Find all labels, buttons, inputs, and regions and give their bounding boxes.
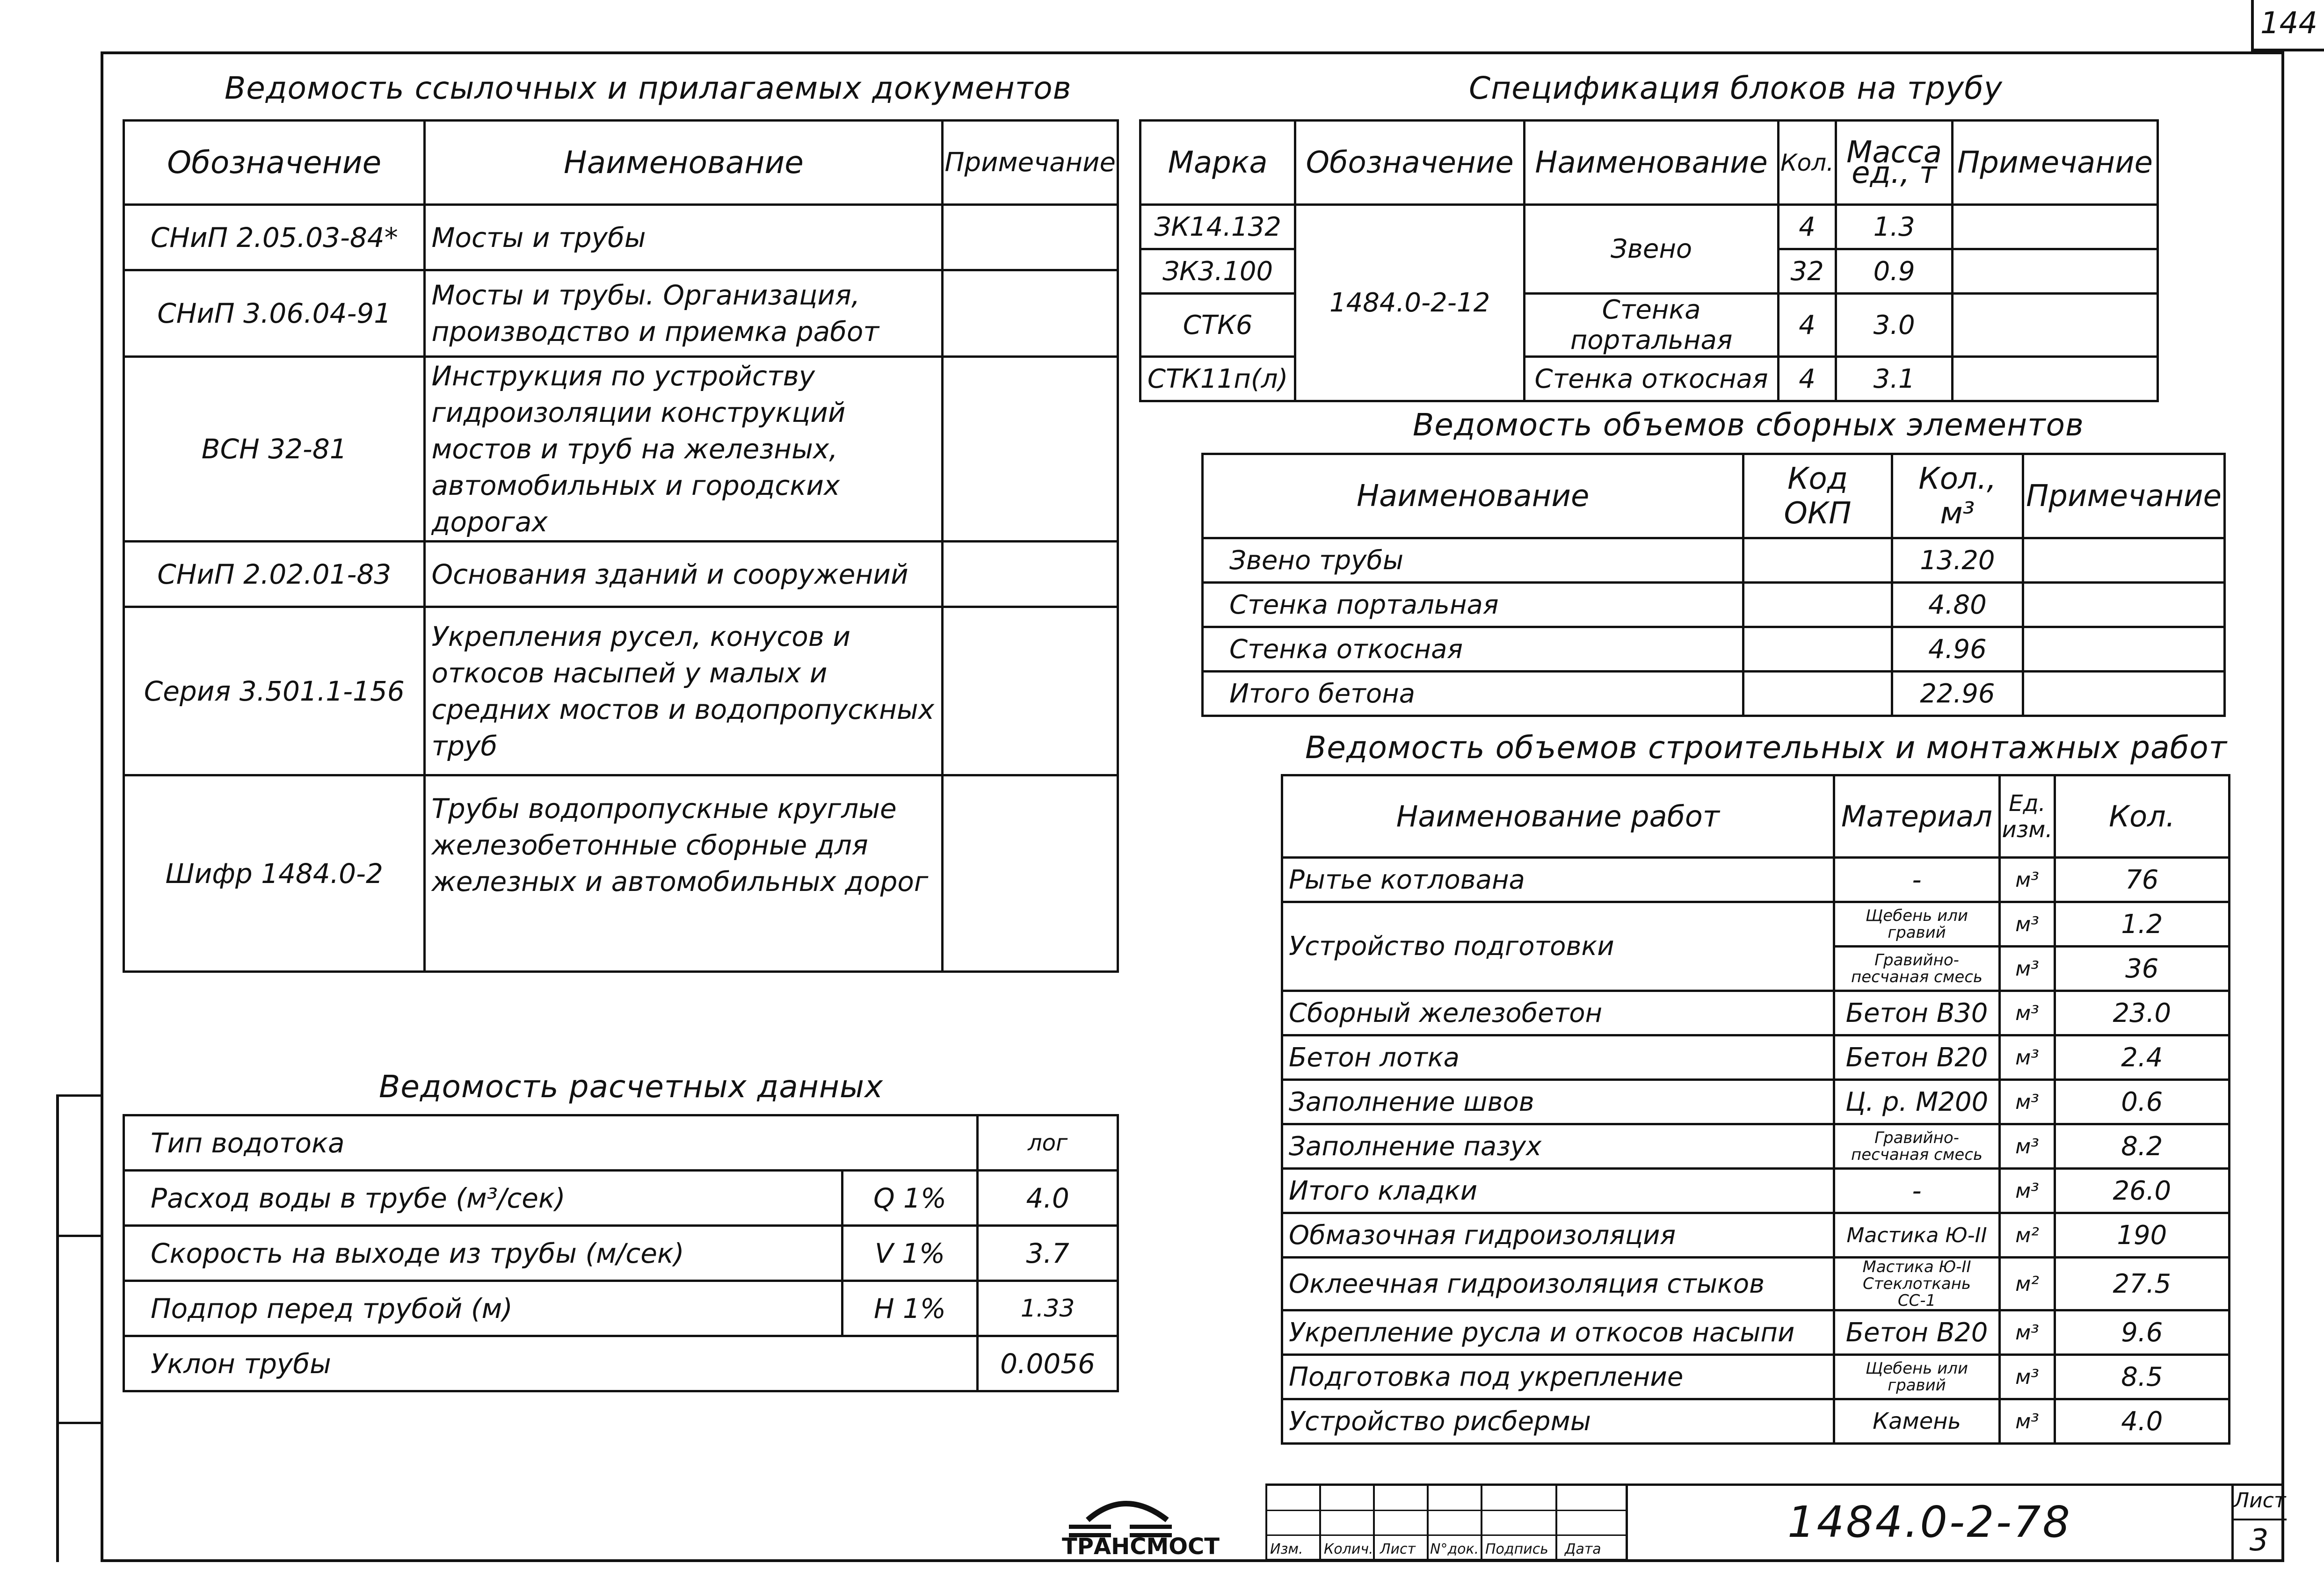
param-symbol: H 1% — [842, 1281, 977, 1336]
block-name: Стенка откосная — [1525, 357, 1779, 401]
element-name: Звено трубы — [1203, 538, 1743, 583]
doc-name: Мосты и трубы — [425, 205, 943, 270]
works-title: Ведомость объемов строительных и монтажных работ — [1305, 730, 2228, 766]
sheet-box — [2231, 1485, 2284, 1560]
header-cell: Кол. — [2055, 775, 2229, 858]
element-note — [2023, 627, 2225, 672]
param-label: Уклон трубы — [124, 1336, 978, 1391]
work-qty: 8.5 — [2055, 1355, 2229, 1399]
table-row — [1282, 1399, 2230, 1444]
revision-grid-line — [1265, 1485, 1267, 1560]
doc-note — [943, 607, 1118, 775]
revision-col — [1373, 1485, 1375, 1560]
table-row — [124, 1336, 1118, 1391]
work-material: Щебень или гравий — [1834, 1355, 2000, 1399]
element-qty: 4.96 — [1892, 627, 2023, 672]
work-material: Бетон В20 — [1834, 1310, 2000, 1355]
okp-code — [1743, 583, 1892, 627]
work-material: - — [1834, 858, 2000, 902]
work-name: Итого кладки — [1282, 1169, 1834, 1213]
table-row — [1282, 1355, 2230, 1399]
sheet-corner-number: 144 — [2251, 0, 2324, 51]
doc-name: Мосты и трубы. Организация, производство и приемка работ — [425, 270, 943, 357]
table-header-row — [1140, 121, 2158, 205]
work-material: - — [1834, 1169, 2000, 1213]
table-row — [124, 270, 1118, 357]
doc-code: ВСН 32-81 — [124, 357, 425, 542]
element-note — [2023, 538, 2225, 583]
block-mass: 0.9 — [1836, 249, 1953, 294]
doc-note — [943, 357, 1118, 542]
work-material: Камень — [1834, 1399, 2000, 1444]
work-name: Сборный железобетон — [1282, 991, 1834, 1035]
table-row — [1282, 1035, 2230, 1080]
table-row — [1140, 294, 2158, 357]
block-qty: 32 — [1779, 249, 1836, 294]
element-name: Стенка откосная — [1203, 627, 1743, 672]
param-symbol: Q 1% — [842, 1171, 977, 1226]
sheet-number: 3 — [2249, 1523, 2269, 1558]
table-row — [1282, 1310, 2230, 1355]
header-cell: Кол. — [1779, 121, 1836, 205]
param-label: Тип водотока — [124, 1115, 978, 1171]
revision-col — [1555, 1485, 1557, 1560]
doc-note — [943, 205, 1118, 270]
param-value: 3.7 — [978, 1226, 1118, 1281]
work-unit: м³ — [2000, 902, 2055, 947]
stamp-label-count: Колич. — [1324, 1541, 1373, 1557]
work-unit: м² — [2000, 1258, 2055, 1310]
doc-note — [943, 270, 1118, 357]
work-qty: 36 — [2055, 947, 2229, 991]
block-mark: СТК11п(л) — [1140, 357, 1295, 401]
work-name: Заполнение швов — [1282, 1080, 1834, 1124]
doc-note — [943, 775, 1118, 972]
table-row — [124, 205, 1118, 270]
revision-col — [1481, 1485, 1482, 1560]
header-cell: Код ОКП — [1743, 454, 1892, 538]
revision-grid — [1265, 1485, 1626, 1560]
work-qty: 190 — [2055, 1213, 2229, 1258]
table-row — [124, 357, 1118, 542]
doc-code: СНиП 3.06.04-91 — [124, 270, 425, 357]
company-logo — [1060, 1492, 1256, 1557]
param-label: Расход воды в трубе (м³/сек) — [124, 1171, 842, 1226]
design-table — [123, 1114, 1119, 1392]
table-row — [1282, 1080, 2230, 1124]
header-cell: Наименование — [1203, 454, 1743, 538]
work-qty: 23.0 — [2055, 991, 2229, 1035]
work-name: Устройство подготовки — [1282, 902, 1834, 991]
element-note — [2023, 672, 2225, 716]
work-material: Мастика Ю-II Стеклоткань СС-1 — [1834, 1258, 2000, 1310]
sheet-box-divider — [2234, 1519, 2287, 1520]
okp-code — [1743, 672, 1892, 716]
work-unit: м³ — [2000, 1035, 2055, 1080]
header-cell: Обозначение — [1295, 121, 1525, 205]
stamp-label-docno: N°док. — [1430, 1541, 1479, 1557]
element-qty: 13.20 — [1892, 538, 2023, 583]
table-row — [1282, 1258, 2230, 1310]
precast-table — [1201, 453, 2226, 717]
table-row — [1282, 1169, 2230, 1213]
work-qty: 26.0 — [2055, 1169, 2229, 1213]
doc-name: Инструкция по устройству гидроизоляции конструкций мостов и труб на железных, автомобильных и городских дорогах — [425, 357, 943, 542]
work-qty: 27.5 — [2055, 1258, 2229, 1310]
table-row — [124, 607, 1118, 775]
header-cell: Наименование — [1525, 121, 1779, 205]
param-label: Подпор перед трубой (м) — [124, 1281, 842, 1336]
binding-strip — [56, 1094, 59, 1562]
work-name: Подготовка под укрепление — [1282, 1355, 1834, 1399]
stamp-label-signature: Подпись — [1485, 1541, 1548, 1557]
work-material: Гравийно-песчаная смесь — [1834, 947, 2000, 991]
param-value: лог — [978, 1115, 1118, 1171]
work-qty: 0.6 — [2055, 1080, 2229, 1124]
logo-text: ТРАНСМОСТ — [1062, 1534, 1220, 1557]
refs-table — [123, 119, 1119, 973]
block-note — [1953, 357, 2158, 401]
block-note — [1953, 249, 2158, 294]
doc-code: Шифр 1484.0-2 — [124, 775, 425, 972]
block-mass: 1.3 — [1836, 205, 1953, 249]
work-name: Обмазочная гидроизоляция — [1282, 1213, 1834, 1258]
binding-strip-divider — [56, 1422, 103, 1424]
block-mass: 3.0 — [1836, 294, 1953, 357]
binding-strip-divider — [56, 1235, 103, 1237]
header-cell: Примечание — [943, 121, 1118, 205]
work-unit: м³ — [2000, 1169, 2055, 1213]
work-qty: 2.4 — [2055, 1035, 2229, 1080]
table-row — [1203, 538, 2225, 583]
binding-strip-divider — [56, 1094, 103, 1097]
element-name: Итого бетона — [1203, 672, 1743, 716]
work-material: Бетон В20 — [1834, 1035, 2000, 1080]
doc-name: Трубы водопропускные круглые железобетонные сборные для железных и автомобильных дорог — [425, 775, 943, 972]
spec-title: Спецификация блоков на трубу — [1469, 70, 2003, 106]
table-row — [124, 1171, 1118, 1226]
block-note — [1953, 205, 2158, 249]
work-unit: м³ — [2000, 947, 2055, 991]
header-cell: Марка — [1140, 121, 1295, 205]
stamp-label-date: Дата — [1565, 1541, 1601, 1557]
work-name: Рытье котлована — [1282, 858, 1834, 902]
header-cell: Ед. изм. — [2000, 775, 2055, 858]
block-qty: 4 — [1779, 294, 1836, 357]
block-qty: 4 — [1779, 357, 1836, 401]
work-material: Ц. р. М200 — [1834, 1080, 2000, 1124]
stamp-label-change: Изм. — [1270, 1541, 1303, 1557]
doc-code: СНиП 2.05.03-84* — [124, 205, 425, 270]
header-cell: Наименование — [425, 121, 943, 205]
work-material: Мастика Ю-II — [1834, 1213, 2000, 1258]
sheet-label: Лист — [2234, 1489, 2286, 1512]
param-value: 0.0056 — [978, 1336, 1118, 1391]
table-header-row — [124, 121, 1118, 205]
work-material: Щебень или гравий — [1834, 902, 2000, 947]
okp-code — [1743, 538, 1892, 583]
table-row — [1203, 627, 2225, 672]
block-mark: ЗК3.100 — [1140, 249, 1295, 294]
work-name: Оклеечная гидроизоляция стыков — [1282, 1258, 1834, 1310]
doc-name: Основания зданий и сооружений — [425, 542, 943, 607]
okp-code — [1743, 627, 1892, 672]
header-cell: Примечание — [1953, 121, 2158, 205]
work-material: Гравийно-песчаная смесь — [1834, 1124, 2000, 1169]
param-symbol: V 1% — [842, 1226, 977, 1281]
stamp-label-sheet: Лист — [1380, 1541, 1416, 1557]
work-name: Укрепление русла и откосов насыпи — [1282, 1310, 1834, 1355]
block-mark: СТК6 — [1140, 294, 1295, 357]
work-qty: 8.2 — [2055, 1124, 2229, 1169]
table-row — [1140, 205, 2158, 249]
table-row — [1203, 672, 2225, 716]
logo-graphic — [1060, 1492, 1256, 1557]
table-header-row — [1203, 454, 2225, 538]
table-row — [124, 1115, 1118, 1171]
header-cell: Обозначение — [124, 121, 425, 205]
table-row — [1282, 1213, 2230, 1258]
revision-col — [1319, 1485, 1321, 1560]
table-row — [1282, 902, 2230, 947]
document-code: 1484.0-2-78 — [1787, 1497, 2072, 1547]
work-qty: 9.6 — [2055, 1310, 2229, 1355]
block-mass: 3.1 — [1836, 357, 1953, 401]
work-name: Заполнение пазух — [1282, 1124, 1834, 1169]
work-unit: м³ — [2000, 1124, 2055, 1169]
header-cell: Масса ед., т — [1836, 121, 1953, 205]
block-mark: ЗК14.132 — [1140, 205, 1295, 249]
work-unit: м³ — [2000, 1080, 2055, 1124]
work-unit: м³ — [2000, 1399, 2055, 1444]
work-unit: м³ — [2000, 1355, 2055, 1399]
table-row — [1203, 583, 2225, 627]
param-value: 4.0 — [978, 1171, 1118, 1226]
block-note — [1953, 294, 2158, 357]
table-row — [1282, 1124, 2230, 1169]
table-row — [124, 1281, 1118, 1336]
precast-title: Ведомость объемов сборных элементов — [1413, 407, 2084, 443]
header-cell: Кол., м³ — [1892, 454, 2023, 538]
element-note — [2023, 583, 2225, 627]
work-unit: м³ — [2000, 991, 2055, 1035]
doc-code: СНиП 2.02.01-83 — [124, 542, 425, 607]
block-qty: 4 — [1779, 205, 1836, 249]
doc-note — [943, 542, 1118, 607]
spec-table — [1139, 119, 2159, 402]
block-name: Звено — [1525, 205, 1779, 294]
work-name: Бетон лотка — [1282, 1035, 1834, 1080]
header-cell: Наименование работ — [1282, 775, 1834, 858]
work-unit: м² — [2000, 1213, 2055, 1258]
revision-col — [1427, 1485, 1429, 1560]
header-cell: Примечание — [2023, 454, 2225, 538]
doc-name: Укрепления русел, конусов и откосов насыпей у малых и средних мостов и водопропускных труб — [425, 607, 943, 775]
table-header-row — [1282, 775, 2230, 858]
block-designation: 1484.0-2-12 — [1295, 205, 1525, 401]
work-unit: м³ — [2000, 858, 2055, 902]
work-material: Бетон В30 — [1834, 991, 2000, 1035]
work-name: Устройство рисбермы — [1282, 1399, 1834, 1444]
block-name: Стенка портальная — [1525, 294, 1779, 357]
work-qty: 4.0 — [2055, 1399, 2229, 1444]
param-value: 1.33 — [978, 1281, 1118, 1336]
table-row — [1282, 991, 2230, 1035]
table-row — [1140, 357, 2158, 401]
doc-code: Серия 3.501.1-156 — [124, 607, 425, 775]
table-row — [124, 542, 1118, 607]
param-label: Скорость на выходе из трубы (м/сек) — [124, 1226, 842, 1281]
element-name: Стенка портальная — [1203, 583, 1743, 627]
table-row — [1282, 858, 2230, 902]
design-title: Ведомость расчетных данных — [379, 1069, 884, 1105]
element-qty: 22.96 — [1892, 672, 2023, 716]
table-row — [124, 1226, 1118, 1281]
refs-title: Ведомость ссылочных и прилагаемых документов — [225, 70, 1072, 106]
works-table — [1281, 774, 2230, 1445]
work-unit: м³ — [2000, 1310, 2055, 1355]
table-row — [124, 775, 1118, 972]
work-qty: 1.2 — [2055, 902, 2229, 947]
work-qty: 76 — [2055, 858, 2229, 902]
element-qty: 4.80 — [1892, 583, 2023, 627]
header-cell: Материал — [1834, 775, 2000, 858]
